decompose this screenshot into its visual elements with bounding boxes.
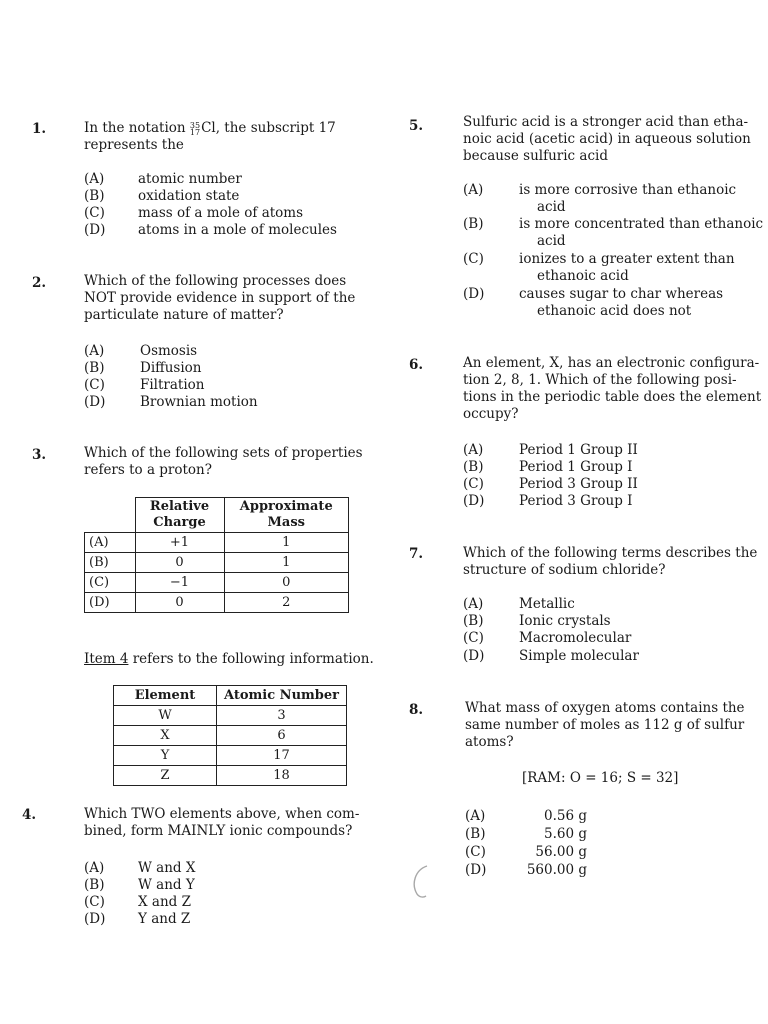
charge-cell: +1 <box>135 533 224 553</box>
element-cell: Y <box>114 746 217 766</box>
mass-cell: 1 <box>224 553 349 573</box>
option-text: Macromolecular <box>519 630 632 646</box>
stem-line: bined, form MAINLY ionic compounds? <box>84 823 353 839</box>
option-label: (B) <box>84 877 105 893</box>
option-label: (D) <box>465 862 487 878</box>
element-cell: W <box>114 706 217 726</box>
proton-properties-table <box>84 497 349 613</box>
option-label: (D) <box>84 222 106 238</box>
stem-line: Which of the following terms describes the <box>463 545 758 561</box>
stem-line: same number of moles as 112 g of sulfur <box>465 717 745 733</box>
option[interactable] <box>463 442 683 460</box>
option-text: Simple molecular <box>519 648 639 664</box>
option-label: (B) <box>84 188 105 204</box>
option[interactable] <box>463 476 683 494</box>
option[interactable] <box>463 182 768 216</box>
option-text-continued: ethanoic acid <box>537 268 629 284</box>
stem-line: atoms? <box>465 734 514 750</box>
option[interactable] <box>463 596 683 614</box>
option[interactable] <box>463 630 683 648</box>
table-row[interactable] <box>85 533 349 553</box>
table-row[interactable] <box>114 746 347 766</box>
row-label: (D) <box>85 593 136 613</box>
stem-line: Which of the following processes does <box>84 273 347 289</box>
option-text: mass of a mole of atoms <box>138 205 304 221</box>
stem-line: occupy? <box>463 406 519 422</box>
option[interactable] <box>463 648 683 666</box>
option-text: 0.56 g <box>544 808 587 824</box>
option-text: atoms in a mole of molecules <box>138 222 337 238</box>
atomic-number-cell: 3 <box>217 706 347 726</box>
charge-cell: 0 <box>135 593 224 613</box>
option[interactable] <box>463 286 768 320</box>
option-text: Metallic <box>519 596 575 612</box>
option-label: (A) <box>465 808 486 824</box>
table-header-row <box>85 498 349 533</box>
question-stem <box>84 120 384 154</box>
option[interactable] <box>84 877 284 895</box>
stem-line: because sulfuric acid <box>463 148 608 164</box>
stem-line: Which of the following sets of properties <box>84 445 363 461</box>
option[interactable] <box>84 188 364 206</box>
option[interactable] <box>84 205 364 223</box>
option-text: atomic number <box>138 171 242 187</box>
stem-line: Sulfuric acid is a stronger acid than etha- <box>463 114 749 130</box>
option[interactable] <box>465 862 595 880</box>
question-number: 8. <box>409 702 424 718</box>
stem-line: Which TWO elements above, when com- <box>84 806 360 822</box>
question-number: 7. <box>409 546 424 562</box>
option[interactable] <box>84 911 284 929</box>
question-number: 5. <box>409 118 424 134</box>
stem-text: represents the <box>84 137 184 153</box>
option[interactable] <box>465 844 595 862</box>
option-label: (A) <box>84 860 105 876</box>
option-label: (A) <box>84 343 105 359</box>
option-text: Osmosis <box>140 343 198 359</box>
option[interactable] <box>84 171 364 189</box>
option-text: Period 1 Group II <box>519 442 638 458</box>
stem-line: refers to a proton? <box>84 462 212 478</box>
mass-cell: 2 <box>224 593 349 613</box>
stem-line: particulate nature of matter? <box>84 307 284 323</box>
option-text: 56.00 g <box>535 844 587 860</box>
element-table <box>113 685 347 786</box>
atomic-number-cell: 18 <box>217 766 347 786</box>
option-text: Filtration <box>140 377 205 393</box>
option-text: X and Z <box>138 894 191 910</box>
option-text-continued: ethanoic acid does not <box>537 303 692 319</box>
option-text: 5.60 g <box>544 826 587 842</box>
table-row[interactable] <box>114 726 347 746</box>
question-stem <box>463 545 768 579</box>
stem-line: What mass of oxygen atoms contains the <box>465 700 745 716</box>
option-label: (C) <box>463 476 484 492</box>
option-text: ionizes to a greater extent than <box>519 251 735 267</box>
option-label: (B) <box>463 459 484 475</box>
option-text: Y and Z <box>138 911 191 927</box>
option-label: (B) <box>465 826 486 842</box>
table-row[interactable] <box>85 593 349 613</box>
option[interactable] <box>465 808 595 826</box>
mass-cell: 0 <box>224 573 349 593</box>
option[interactable] <box>463 493 683 511</box>
stem-line: An element, X, has an electronic configura- <box>463 355 760 371</box>
option-text: Brownian motion <box>140 394 258 410</box>
option[interactable] <box>84 894 284 912</box>
option-label: (C) <box>84 894 105 910</box>
option[interactable] <box>463 459 683 477</box>
option-label: (A) <box>463 596 484 612</box>
option-text: Period 3 Group II <box>519 476 638 492</box>
option-label: (C) <box>84 205 105 221</box>
option-label: (B) <box>463 613 484 629</box>
column-header: Relative Charge <box>135 498 224 533</box>
option[interactable] <box>84 377 304 395</box>
table-row[interactable] <box>114 766 347 786</box>
option-text: Period 3 Group I <box>519 493 633 509</box>
option-text: is more corrosive than ethanoic <box>519 182 737 198</box>
option-text: 560.00 g <box>526 862 587 878</box>
question-stem <box>84 273 394 324</box>
column-header: Approximate Mass <box>224 498 349 533</box>
option-label: (D) <box>463 648 485 664</box>
option-label: (C) <box>465 844 486 860</box>
item-intro <box>84 651 374 667</box>
stem-line: tions in the periodic table does the element <box>463 389 762 405</box>
question-stem <box>463 355 768 423</box>
option-label: (A) <box>463 442 484 458</box>
option[interactable] <box>84 360 304 378</box>
element-cell: Z <box>114 766 217 786</box>
stem-line: structure of sodium chloride? <box>463 562 666 578</box>
option-label: (D) <box>463 493 485 509</box>
option-text: causes sugar to char whereas <box>519 286 724 302</box>
option[interactable] <box>463 216 768 250</box>
option-label: (C) <box>84 377 105 393</box>
option[interactable] <box>84 860 284 878</box>
question-stem <box>84 445 394 479</box>
option-label: (D) <box>84 911 106 927</box>
question-stem <box>84 806 394 840</box>
option-label: (B) <box>84 360 105 376</box>
item-reference: Item 4 <box>84 651 129 667</box>
option[interactable] <box>84 222 364 240</box>
table-row[interactable] <box>85 573 349 593</box>
row-label: (A) <box>85 533 136 553</box>
question-stem <box>465 700 768 751</box>
table-row[interactable] <box>114 706 347 726</box>
option[interactable] <box>84 343 304 361</box>
option-text: W and Y <box>138 877 195 893</box>
stem-line: noic acid (acetic acid) in aqueous solution <box>463 131 751 147</box>
element-symbol: Cl <box>201 120 216 136</box>
option-label: (C) <box>463 630 484 646</box>
row-label: (C) <box>85 573 136 593</box>
option-text: is more concentrated than ethanoic <box>519 216 764 232</box>
element-cell: X <box>114 726 217 746</box>
stem-text: , the subscript 17 <box>215 120 336 136</box>
option-text: Period 1 Group I <box>519 459 633 475</box>
option-label: (A) <box>463 182 484 198</box>
option[interactable] <box>463 251 768 285</box>
option-label: (D) <box>84 394 106 410</box>
option-label: (D) <box>463 286 485 302</box>
option-label: (C) <box>463 251 484 267</box>
question-number: 1. <box>32 121 47 137</box>
option[interactable] <box>465 826 595 844</box>
option-text: W and X <box>138 860 196 876</box>
charge-cell: −1 <box>135 573 224 593</box>
intro-text: refers to the following information. <box>128 651 374 667</box>
question-number: 3. <box>32 447 47 463</box>
row-label: (B) <box>85 553 136 573</box>
charge-cell: 0 <box>135 553 224 573</box>
question-number: 2. <box>32 275 47 291</box>
option-label: (B) <box>463 216 484 232</box>
option-text-continued: acid <box>537 199 566 215</box>
stem-text: In the notation <box>84 120 190 136</box>
option[interactable] <box>84 394 304 412</box>
option-text: Diffusion <box>140 360 202 376</box>
atomic-number-cell: 17 <box>217 746 347 766</box>
option-text: oxidation state <box>138 188 240 204</box>
mass-cell: 1 <box>224 533 349 553</box>
option-text: Ionic crystals <box>519 613 611 629</box>
atomic-number-cell: 6 <box>217 726 347 746</box>
option-text-continued: acid <box>537 233 566 249</box>
option-label: (A) <box>84 171 105 187</box>
table-row[interactable] <box>85 553 349 573</box>
stem-line: tion 2, 8, 1. Which of the following posi- <box>463 372 737 388</box>
column-header: Element <box>114 686 217 706</box>
ram-note: [RAM: O = 16; S = 32] <box>522 770 679 786</box>
question-number: 4. <box>22 807 37 823</box>
question-stem <box>463 114 768 165</box>
table-header-row <box>114 686 347 706</box>
stem-line: NOT provide evidence in support of the <box>84 290 356 306</box>
mass-number: 35 <box>189 120 201 130</box>
atomic-number: 17 <box>189 127 201 137</box>
question-number: 6. <box>409 357 424 373</box>
pencil-mark-icon <box>405 862 445 902</box>
column-header: Atomic Number <box>217 686 347 706</box>
option[interactable] <box>463 613 683 631</box>
